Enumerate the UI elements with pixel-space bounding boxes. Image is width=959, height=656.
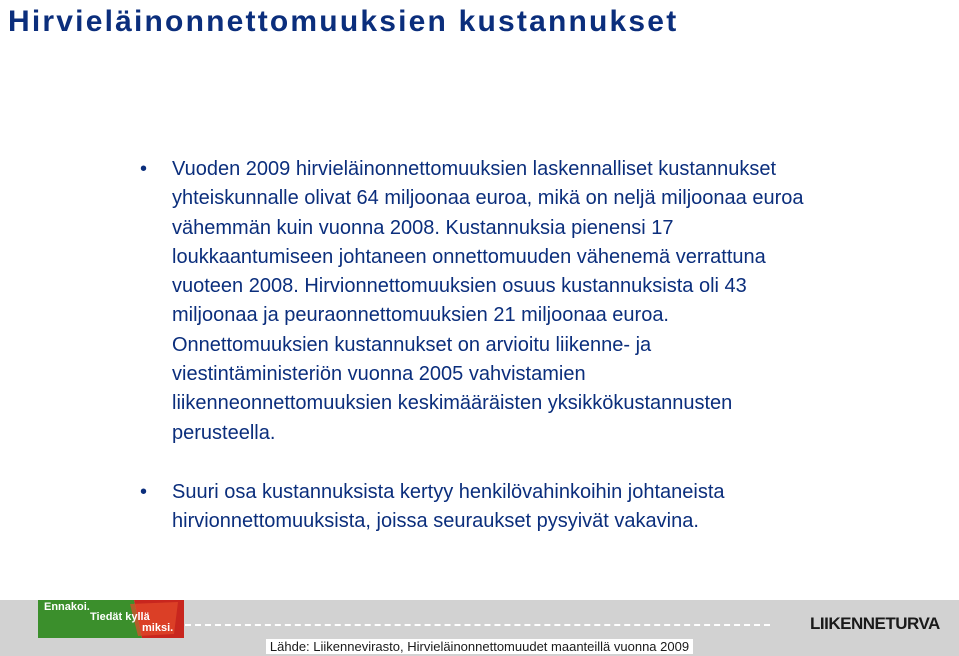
bullet-line: perusteella. bbox=[172, 421, 276, 444]
bullet-line: hirvionnettomuuksista, joissa seuraukset pysyivät vakavina. bbox=[172, 510, 699, 533]
source-text: Lähde: Liikennevirasto, Hirvieläinonnettomuudet maanteillä vuonna 2009 bbox=[266, 639, 693, 654]
road-marking bbox=[185, 624, 770, 626]
bullet-line: vuoteen 2008. Hirvionnettomuuksien osuus kustannuksista oli 43 bbox=[172, 275, 747, 298]
source-caption bbox=[0, 637, 959, 656]
logo-text-line2: Tiedät kyllä bbox=[90, 611, 150, 623]
bullet-line: Vuoden 2009 hirvieläinonnettomuuksien laskennalliset kustannukset bbox=[172, 158, 777, 180]
bullet-line: Onnettomuuksien kustannukset on arvioitu liikenne- ja bbox=[172, 333, 652, 356]
liikenneturva-logo: LIIKENNETURVA bbox=[810, 614, 940, 633]
bullet-dot-icon: • bbox=[140, 158, 148, 180]
bullet-list bbox=[140, 155, 940, 537]
bullet-line: Suuri osa kustannuksista kertyy henkilövahinkoihin johtaneista bbox=[172, 480, 725, 503]
bullet-line: yhteiskunnalle olivat 64 miljoonaa euroa, mikä on neljä miljoonaa euroa bbox=[172, 187, 804, 210]
logo-text-line1: Ennakoi. bbox=[44, 601, 90, 613]
bullet-line: loukkaantumiseen johtaneen onnettomuuden vähenemä verrattuna bbox=[172, 245, 766, 268]
bullet-item-2 bbox=[140, 478, 940, 537]
bullet-item-1 bbox=[140, 155, 940, 448]
bullet-line: liikenneonnettomuuksien keskimääräisten yksikkökustannusten bbox=[172, 392, 733, 415]
bullet-line: viestintäministeriön vuonna 2005 vahvistamien bbox=[172, 363, 586, 386]
bullet-dot-icon: • bbox=[140, 480, 148, 503]
slide-title: Hirvieläinonnettomuuksien kustannukset bbox=[8, 5, 679, 38]
logo-text-line3: miksi. bbox=[142, 622, 174, 634]
bullet-line: vähemmän kuin vuonna 2008. Kustannuksia pienensi 17 bbox=[172, 216, 674, 239]
bullet-line: miljoonaa ja peuraonnettomuuksien 21 miljoonaa euroa. bbox=[172, 304, 669, 327]
ennakoi-logo bbox=[38, 600, 184, 638]
